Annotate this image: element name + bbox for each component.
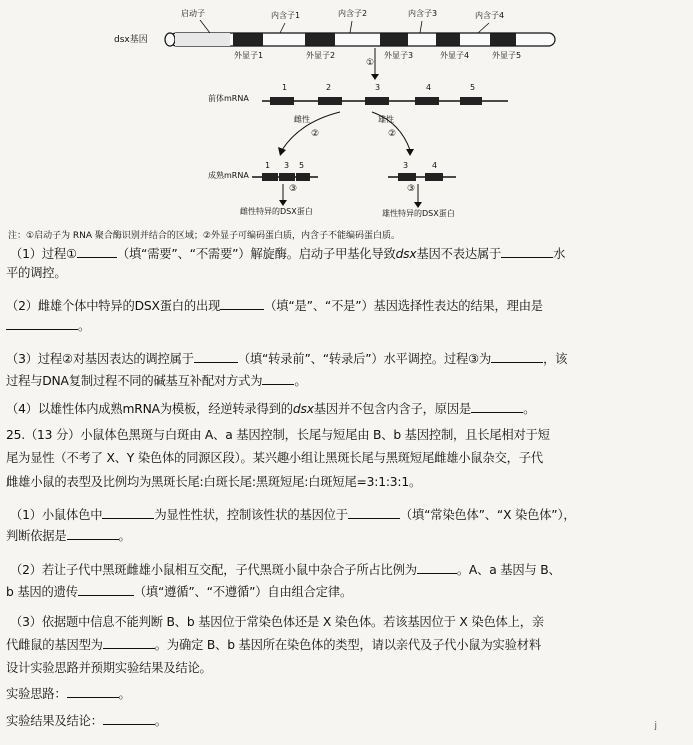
- q3-text-d: 过程与DNA复制过程不同的碱基互补配对方式为: [6, 374, 263, 388]
- p25-q2-text-d: （填“遵循”、“不遵循”）自由组合定律。: [133, 585, 353, 599]
- experiment-result-end: 。: [154, 714, 167, 728]
- experiment-idea-line: [6, 684, 131, 704]
- p25-q2-line2: [6, 582, 352, 602]
- female-splicing-arrow: [282, 112, 340, 150]
- pre-mrna-exon-5: [460, 97, 482, 105]
- q1-text-a: （1）过程①: [10, 247, 77, 261]
- female-mature-number-5: 5: [299, 161, 305, 170]
- male-mature-exon-3: [398, 173, 416, 181]
- female-mature-number-3: 3: [284, 161, 290, 170]
- q4-text-c: 基因并不包含内含子，原因是: [313, 402, 472, 416]
- female-translation-arrowhead: [279, 200, 287, 206]
- promoter-region: [175, 33, 230, 46]
- p25-stem-line3: 雌雄小鼠的表型及比例均为黑斑长尾:白斑长尾:黑斑短尾:白斑短尾=3:1:3:1。: [6, 475, 422, 489]
- male-mature-number-3: 3: [403, 161, 409, 170]
- q3-blank-3[interactable]: [262, 371, 294, 385]
- p25-q2-blank-2[interactable]: [78, 582, 134, 596]
- experiment-result-blank[interactable]: [103, 711, 155, 725]
- p25-q1-text-a: （1）小鼠体色中: [10, 508, 103, 522]
- exon-block-5: [490, 34, 516, 46]
- p25-q2-text-c: b 基因的遗传: [6, 585, 78, 599]
- experiment-idea-blank[interactable]: [67, 684, 119, 698]
- q3-text-b: （填“转录前”、“转录后”）水平调控。过程③为: [237, 352, 492, 366]
- q1-blank-2[interactable]: [501, 244, 553, 258]
- intron4-leader: [478, 23, 489, 33]
- q3-text-e: 。: [294, 374, 307, 388]
- q1-line1: [10, 244, 565, 264]
- male-splicing-arrowhead: [406, 149, 414, 156]
- dsx-gene-expression-figure: [0, 0, 693, 225]
- q1-text-e: 水: [553, 247, 566, 261]
- page-mark: j: [654, 721, 657, 731]
- p25-q2-text-a: （2）若让子代中黑斑雌雄小鼠相互交配，子代黑斑小鼠中杂合子所占比例为: [10, 563, 417, 577]
- q4-text-d: 。: [523, 402, 536, 416]
- exon-label-4: 外显子4: [440, 51, 470, 60]
- pre-mrna-number-2: 2: [326, 83, 332, 92]
- q1-line2: [6, 263, 67, 283]
- q3-text-c: ，该: [543, 352, 568, 366]
- p25-q1-blank-3[interactable]: [67, 526, 119, 540]
- q3-text-a: （3）过程②对基因表达的调控属于: [6, 352, 194, 366]
- exon-label-3: 外显子3: [384, 51, 414, 60]
- exon-block-3: [380, 34, 408, 46]
- mature-mrna-label: 成熟mRNA: [208, 171, 249, 180]
- p25-q3-blank[interactable]: [103, 635, 155, 649]
- p25-q1-text-e: 。: [118, 529, 131, 543]
- pre-mrna-number-3: 3: [375, 83, 381, 92]
- q2-line2: [6, 316, 90, 336]
- pre-mrna-exon-2: [318, 97, 342, 105]
- p25-q3-line3: 设计实验思路并预期实验结果及结论。: [6, 661, 212, 675]
- p25-q1-blank-1[interactable]: [102, 505, 154, 519]
- male-splicing-arrow: [372, 112, 410, 150]
- p25-q3-text-a: 代雌鼠的基因型为: [6, 638, 103, 652]
- male-mature-number-4: 4: [432, 161, 438, 170]
- experiment-result-line: [6, 711, 167, 731]
- p25-q3-line1: （3）依据题中信息不能判断 B、b 基因位于常染色体还是 X 染色体。若该基因位于 X 染色体上，亲: [10, 615, 544, 629]
- pre-mrna-number-5: 5: [470, 83, 476, 92]
- q2-text-a: （2）雌雄个体中特异的DSX蛋白的出现: [6, 299, 221, 313]
- exon-block-2: [305, 34, 335, 46]
- step1-marker: ①: [366, 58, 375, 68]
- female-label: 雌性: [294, 115, 310, 124]
- male-mature-exon-4: [425, 173, 443, 181]
- pre-mrna-exon-4: [415, 97, 439, 105]
- q1-text-f: 平的调控。: [6, 266, 67, 280]
- q1-blank-1[interactable]: [77, 244, 117, 258]
- intron1-leader: [280, 23, 285, 33]
- q3-line1: [6, 349, 567, 369]
- q4-blank[interactable]: [471, 399, 523, 413]
- exon-block-4: [436, 34, 460, 46]
- q1-dsx: dsx: [395, 247, 417, 261]
- female-mature-number-1: 1: [265, 161, 271, 170]
- exon-label-5: 外显子5: [492, 51, 522, 60]
- gene-label: dsx基因: [114, 35, 148, 45]
- pre-mrna-number-1: 1: [282, 83, 288, 92]
- q2-text-b: （填“是”、“不是”）基因选择性表达的结果，理由是: [264, 299, 543, 313]
- female-protein-label: 雌性特异的DSX蛋白: [240, 207, 313, 216]
- female-splicing-arrowhead: [278, 147, 286, 156]
- exon-label-1: 外显子1: [234, 51, 264, 60]
- experiment-result-label: 实验结果及结论：: [6, 714, 103, 728]
- q2-text-c: 。: [78, 319, 91, 333]
- q3-blank-1[interactable]: [194, 349, 238, 363]
- p25-q2-line1: [10, 560, 561, 580]
- intron-label-4: 内含子4: [475, 11, 505, 20]
- exon-label-2: 外显子2: [306, 51, 336, 60]
- q1-text-d: 基因不表达属于: [416, 247, 502, 261]
- q4-line1: [6, 399, 535, 419]
- promoter-label: 启动子: [181, 9, 205, 18]
- p25-stem-line2: 尾为显性（不考了 X、Y 染色体的同源区段）。某兴趣小组让黑斑长尾与黑斑短尾雌雄小鼠杂交，子代: [6, 451, 543, 465]
- female-mature-exon-5: [296, 173, 310, 181]
- step2-marker-male: ②: [388, 129, 397, 139]
- figure-note: 注：①启动子为 RNA 聚合酶识别并结合的区域；②外显子可编码蛋白质，内含子不能编码蛋白质。: [8, 231, 401, 241]
- q4-dsx: dsx: [292, 402, 314, 416]
- intron2-leader: [350, 21, 352, 33]
- pre-mrna-label: 前体mRNA: [208, 94, 249, 103]
- p25-q1-blank-2[interactable]: [348, 505, 400, 519]
- p25-q2-blank-1[interactable]: [417, 560, 457, 574]
- p25-q3-line2: [6, 635, 541, 655]
- pre-mrna-number-4: 4: [426, 83, 432, 92]
- p25-q3-text-b: 。为确定 B、b 基因所在染色体的类型，请以亲代及子代小鼠为实验材料: [154, 638, 541, 652]
- intron-label-1: 内含子1: [271, 11, 301, 20]
- gene-end-left: [165, 33, 175, 46]
- p25-q1-text-d: 判断依据是: [6, 529, 67, 543]
- p25-q1-text-c: （填“常染色体”、“X 染色体”），: [399, 508, 576, 522]
- intron3-leader: [420, 21, 422, 33]
- step3-marker-male: ③: [407, 184, 416, 194]
- intron-label-2: 内含子2: [338, 9, 368, 18]
- q2-blank-1[interactable]: [220, 296, 264, 310]
- p25-stem-line1: 25.（13 分）小鼠体色黑斑与白斑由 A、a 基因控制，长尾与短尾由 B、b 基因控制，且长尾相对于短: [6, 428, 550, 442]
- p25-q2-text-b: 。A、a 基因与 B、: [456, 563, 561, 577]
- male-translation-arrowhead: [414, 202, 422, 208]
- female-mature-exon-1: [262, 173, 278, 181]
- p25-q1-line1: [10, 505, 576, 525]
- experiment-idea-end: 。: [118, 687, 131, 701]
- intron-label-3: 内含子3: [408, 9, 438, 18]
- q1-text-b: （填“需要”、“不需要”）解旋酶。启动子甲基化导致: [116, 247, 396, 261]
- step3-marker-female: ③: [289, 184, 298, 194]
- q4-text-a: （4）以雄性体内成熟mRNA为模板，经逆转录得到的: [6, 402, 293, 416]
- exon-block-1: [233, 34, 263, 46]
- female-mature-exon-3: [279, 173, 295, 181]
- p25-q1-text-b: 为显性性状，控制该性状的基因位于: [154, 508, 348, 522]
- q2-line1: [6, 296, 543, 316]
- promoter-leader: [200, 20, 210, 33]
- male-label: 雄性: [378, 115, 394, 124]
- figure-drawing: [0, 0, 693, 225]
- pre-mrna-exon-3: [365, 97, 389, 105]
- step2-marker-female: ②: [311, 129, 320, 139]
- transcription-arrowhead: [371, 74, 379, 80]
- experiment-idea-label: 实验思路：: [6, 687, 67, 701]
- q3-line2: [6, 371, 306, 391]
- male-protein-label: 雄性特异的DSX蛋白: [382, 209, 455, 218]
- q3-blank-2[interactable]: [491, 349, 543, 363]
- q2-blank-2[interactable]: [6, 316, 78, 330]
- p25-q1-line2: [6, 526, 131, 546]
- pre-mrna-exon-1: [270, 97, 294, 105]
